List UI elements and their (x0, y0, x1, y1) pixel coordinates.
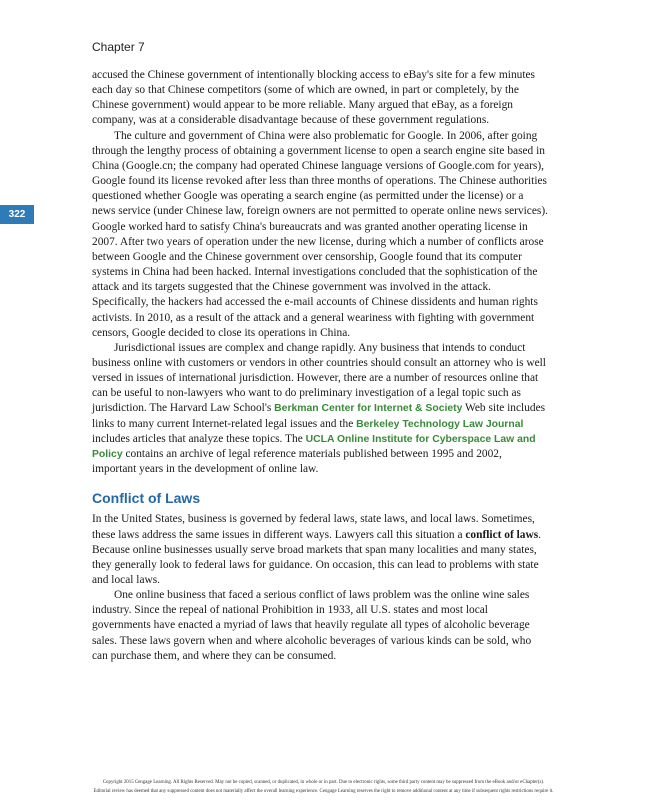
paragraph-4 (92, 512, 548, 588)
chapter-label: Chapter 7 (92, 40, 145, 54)
body-text (92, 68, 548, 664)
paragraph-3 (92, 341, 548, 477)
paragraph-3-text-4: contains an archive of legal reference materials published between 1995 and 2002, important years in the development of online law. (92, 447, 502, 476)
paragraph-5: One online business that faced a serious conflict of laws problem was the online wine sales industry. Since the repeal of national Prohibition in 1933, all U.S. states and most local governments have enacted a myriad of laws that heavily regulate all types of alcoholic beverage sales. These laws govern when and where alcoholic beverages of various kinds can be sold, who can purchase them, and where they can be consumed. (92, 589, 532, 662)
paragraph-4-text-1: In the United States, business is governed by federal laws, state laws, and local laws. Sometimes, these laws address the same issues in different ways. Lawyers call this situation a (92, 513, 535, 541)
copyright-line-1: Copyright 2015 Cengage Learning. All Rights Reserved. May not be copied, scanned, or duplicated, in whole or in part. Due to electronic rights, some third party content may be suppressed from the eBook and/or eChapter(s). (102, 780, 545, 785)
copyright-footer (0, 778, 647, 796)
ucla-institute-link[interactable]: UCLA Online Institute for Cyberspace Law and Policy (92, 433, 536, 460)
paragraph-3-text-3: includes articles that analyze these topics. The (92, 432, 306, 445)
berkeley-journal-link[interactable]: Berkeley Technology Law Journal (356, 418, 524, 430)
page-number-tab: 322 (0, 205, 34, 224)
paragraph-4-text-2: . Because online businesses usually serve broad markets that span many localities and many states, they generally look to federal laws for guidance. On occasion, this can lead to problems with state and local laws. (92, 528, 541, 586)
berkman-center-link[interactable]: Berkman Center for Internet & Society (274, 403, 463, 415)
paragraph-2: The culture and government of China were also problematic for Google. In 2006, after going through the lengthy process of obtaining a government license to open a search engine site based in China (Google.cn; the company had operated Chinese language versions of Google.com for years), Google found its license revoked after less than three months of operations. The Chinese authorities questioned whether Google was operating a search engine (as permitted under the license) or a news service (under Chinese law, foreign owners are not permitted to operate online news services). Google worked hard to satisfy China's bureaucrats and was granted another operating license in 2007. After two years of operation under the new license, during which a number of conflicts arose between Google and the Chinese government over censorship, Google found that its computer systems in China had been hacked. Internal investigations concluded that the sophistication of the attack and its targets suggested that the Chinese government was involved in the attack. Specifically, the hackers had accessed the e-mail accounts of Chinese dissidents and human rights activists. In 2010, as a result of the attack and a general weariness with fighting with government censors, Google decided to close its operations in China. (92, 129, 548, 339)
copyright-line-2: Editorial review has deemed that any suppressed content does not materially affect the overall learning experience. Cengage Learning reserves the right to remove additional content at any time if subsequent rights restrictions require it. (93, 789, 554, 794)
paragraph-3-text-1: Jurisdictional issues are complex and change rapidly. Any business that intends to conduct business online with customers or vendors in other countries should consult an attorney who is well versed in issues of international jurisdiction. However, there are a number of resources online that can be useful to non-lawyers who want to do preliminary investigation of a legal topic such as jurisdiction. The Harvard Law School's (92, 341, 546, 415)
section-heading: Conflict of Laws (92, 490, 201, 507)
key-term: conflict of laws (465, 528, 539, 541)
paragraph-1: accused the Chinese government of intentionally blocking access to eBay's site for a few minutes each day so that Chinese competitors (some of which are owned, in part or completely, by the Chinese government) would appear to be more reliable. Many argued that eBay, as a foreign company, was at a considerable disadvantage because of these government regulations. (92, 69, 535, 127)
paragraph-3-text-2: Web site includes links to many current Internet-related legal issues and the (92, 402, 546, 430)
